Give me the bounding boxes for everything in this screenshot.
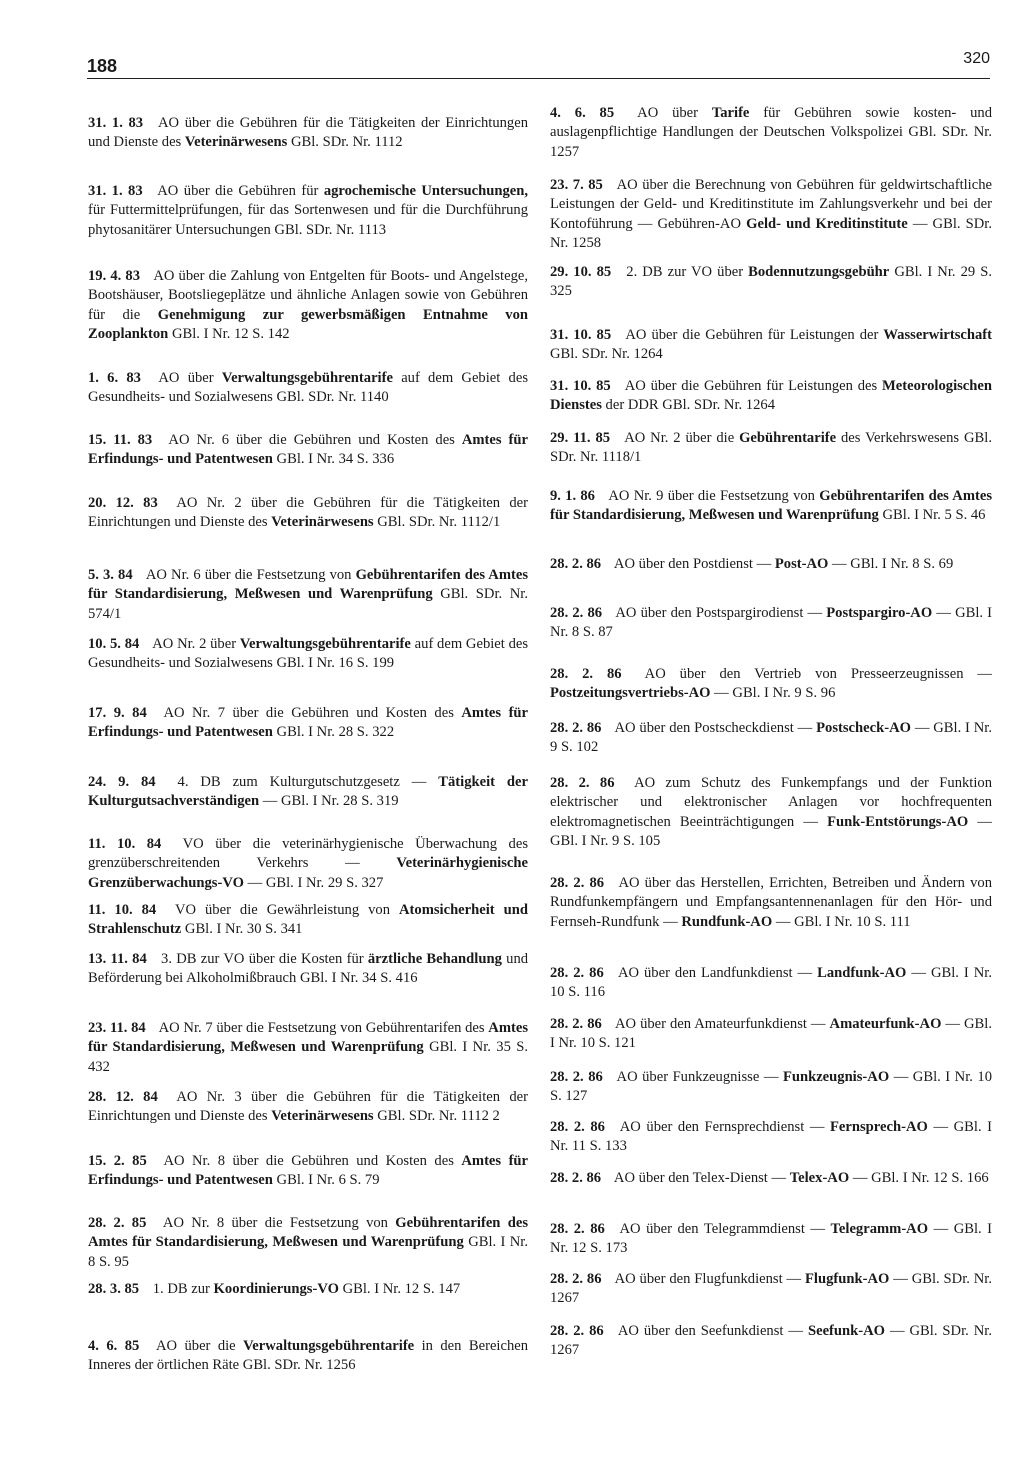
register-entry — [550, 1322, 992, 1361]
entry-title: Seefunk-AO — [807, 1323, 885, 1339]
entry-date: 28. 3. 85 — [88, 1281, 140, 1297]
entry-title: Veterinärwesens — [184, 134, 288, 151]
entry-text: AO Nr. 8 über die Festsetzung von — [162, 1215, 388, 1231]
register-entry — [550, 1015, 992, 1054]
register-entry — [88, 635, 528, 674]
entry-text: 1. DB zur — [152, 1281, 210, 1297]
entry-text: AO über den Amateurfunkdienst — — [614, 1016, 826, 1032]
entry-reference: — GBl. I Nr. 11 S. 133 — [550, 1119, 993, 1155]
entry-reference: — GBl. I Nr. 9 S. 105 — [550, 813, 992, 850]
entry-date: 28. 2. 86 — [550, 605, 603, 621]
entry-text: AO Nr. 6 über die Festsetzung von — [145, 567, 352, 583]
entry-date: 28. 2. 86 — [550, 666, 622, 682]
entry-reference: GBl. I Nr. 8 S. 95 — [88, 1234, 529, 1270]
entry-title: Postzeitungsvertriebs-AO — [550, 685, 711, 702]
register-entry — [88, 267, 528, 345]
entry-reference: auf dem Gebiet des Gesundheits- und Sozialwesens GBl. I Nr. 16 S. 199 — [88, 636, 529, 672]
entry-title: Telegramm-AO — [830, 1221, 929, 1237]
entry-reference: — GBl. I Nr. 12 S. 173 — [550, 1221, 993, 1257]
page-header — [87, 48, 990, 78]
entry-text: AO Nr. 2 über die — [624, 430, 735, 446]
entry-title: Postspargiro-AO — [826, 605, 933, 621]
entry-reference: und Beförderung bei Alkoholmißbrauch GBl. I Nr. 34 S. 416 — [88, 951, 529, 987]
entry-date: 29. 10. 85 — [550, 264, 612, 280]
entry-text: AO über den Telegrammdienst — — [619, 1221, 826, 1237]
entry-date: 23. 11. 84 — [88, 1020, 146, 1036]
entry-date: 10. 5. 84 — [88, 636, 140, 652]
entry-text: AO über — [158, 370, 214, 386]
entry-date: 15. 2. 85 — [88, 1153, 147, 1169]
entry-reference: — GBl. I Nr. 10 S. 116 — [550, 965, 992, 1001]
entry-date: 31. 10. 85 — [550, 327, 612, 343]
entry-title: Meteorologischen Dienstes — [550, 378, 992, 414]
entry-title: Verwaltungsgebührentarife — [239, 636, 411, 652]
entry-text: AO über die — [155, 1338, 236, 1354]
entry-text: AO über die Gebühren für die Tätigkeiten der Einrichtungen und Dienste des — [88, 115, 528, 151]
entry-text: AO über die Gebühren für Leistungen der — [625, 327, 879, 343]
entry-text: AO über — [637, 105, 699, 121]
entry-title: Landfunk-AO — [817, 965, 907, 981]
entry-title: Gebührentarifen des Amtes für Standardisierung, Meßwesen und Warenprüfung — [88, 1215, 528, 1251]
header-rule — [87, 78, 990, 79]
register-entry — [88, 566, 528, 624]
entry-date: 4. 6. 85 — [88, 1338, 140, 1354]
entry-text: AO über den Seefunkdienst — — [617, 1323, 804, 1339]
entry-reference: — GBl. SDr. Nr. 1267 — [550, 1323, 992, 1359]
entry-text: AO Nr. 6 über die Gebühren und Kosten des — [168, 432, 455, 448]
entry-text: AO über den Telex-Dienst — — [613, 1170, 787, 1186]
entry-date: 19. 4. 83 — [88, 268, 141, 284]
entry-title: Amtes für Standardisierung, Meßwesen und Warenprüfung — [88, 1020, 529, 1056]
entry-text: AO Nr. 3 über die Gebühren für die Tätigkeiten der Einrichtungen und Dienste des — [88, 1089, 528, 1125]
register-entry — [88, 704, 528, 743]
entry-title: Fernsprech-AO — [830, 1119, 928, 1135]
entry-reference: — GBl. I Nr. 10 S. 111 — [775, 913, 911, 930]
entry-title: Gebührentarife — [739, 430, 837, 446]
entry-reference: — GBl. SDr. Nr. 1258 — [550, 215, 992, 252]
entry-date: 28. 2. 86 — [550, 720, 602, 736]
entry-text: AO Nr. 9 über die Festsetzung von — [608, 488, 815, 504]
register-entry — [88, 182, 528, 240]
entry-title: Telex-AO — [789, 1170, 850, 1186]
register-entry — [88, 114, 528, 153]
entry-text: AO über den Landfunkdienst — — [617, 965, 813, 981]
entry-date: 5. 3. 84 — [88, 567, 133, 583]
entry-title: Wasserwirtschaft — [883, 327, 992, 343]
entry-title: Post-AO — [774, 556, 829, 572]
register-entry — [550, 429, 992, 468]
entry-text: AO über den Postscheckdienst — — [614, 720, 813, 736]
register-entry — [550, 1270, 992, 1309]
entry-text: AO über den Postdienst — — [613, 556, 772, 572]
register-entry — [550, 774, 992, 852]
entry-text: AO Nr. 8 über die Gebühren und Kosten des — [163, 1153, 454, 1169]
register-entry — [88, 494, 528, 533]
entry-text: 2. DB zur VO über — [626, 264, 744, 280]
register-entry — [550, 487, 992, 526]
entry-date: 11. 10. 84 — [88, 836, 162, 852]
entry-text: 3. DB zur VO über die Kosten für — [161, 951, 364, 967]
entry-date: 28. 12. 84 — [88, 1089, 158, 1105]
entry-title: Tätigkeit der Kulturgutsachverständigen — [88, 774, 528, 810]
entry-date: 31. 1. 83 — [88, 183, 143, 199]
entry-reference: für Futtermittelprüfungen, für das Sortenwesen und für die Durchführung phytosanitärer Untersuchungen GBl. SDr. Nr. 1113 — [88, 202, 528, 238]
entry-title: Veterinärhygienische Grenzüberwachungs-VO — [88, 855, 528, 891]
entry-date: 20. 12. 83 — [88, 495, 158, 511]
entry-text: AO Nr. 7 über die Festsetzung von Gebührentarifen des — [158, 1020, 485, 1036]
entry-date: 17. 9. 84 — [88, 705, 147, 721]
entry-date: 28. 2. 86 — [550, 875, 605, 891]
register-entry — [550, 104, 992, 162]
register-entry — [88, 1337, 528, 1376]
entry-reference: GBl. I Nr. 30 S. 341 — [184, 921, 303, 938]
entry-reference: der DDR GBl. SDr. Nr. 1264 — [605, 397, 775, 414]
entry-date: 28. 2. 86 — [550, 1323, 604, 1339]
entry-text: AO Nr. 2 über — [152, 636, 237, 652]
entry-title: agrochemische Untersuchungen, — [323, 183, 529, 199]
entry-reference: — GBl. I Nr. 12 S. 166 — [852, 1170, 989, 1186]
entry-date: 9. 1. 86 — [550, 488, 595, 504]
register-entry — [88, 1214, 528, 1272]
entry-date: 28. 2. 86 — [550, 1221, 605, 1237]
register-entry — [88, 901, 528, 940]
entry-reference: — GBl. I Nr. 29 S. 327 — [247, 874, 384, 891]
entry-reference: — GBl. I Nr. 10 S. 127 — [550, 1069, 993, 1105]
entry-text: AO über den Postspargirodienst — — [615, 605, 823, 621]
entry-title: Veterinärwesens — [271, 1108, 374, 1125]
entry-reference: — GBl. I Nr. 10 S. 121 — [550, 1016, 992, 1052]
entry-title: ärztliche Behandlung — [367, 951, 502, 967]
register-entry — [88, 431, 528, 470]
entry-text: AO über Funkzeugnisse — — [616, 1069, 779, 1085]
register-entry — [88, 1019, 528, 1077]
entry-reference: GBl. I Nr. 12 S. 142 — [171, 326, 290, 343]
entry-text: AO über die Berechnung von Gebühren für geldwirtschaftliche Leistungen der Geld- und Kreditinstitute im Zahlungsverkehr und bei der Kontoführung — Gebühren-AO — [550, 177, 992, 232]
entry-date: 29. 11. 85 — [550, 430, 611, 446]
register-entry — [550, 1118, 992, 1157]
register-entry — [88, 369, 528, 408]
entry-reference: GBl. I Nr. 5 S. 46 — [882, 507, 986, 524]
entry-date: 28. 2. 86 — [550, 1016, 602, 1032]
entry-title: Geld- und Kreditinstitute — [746, 215, 908, 232]
entry-date: 1. 6. 83 — [88, 370, 141, 386]
entry-reference: GBl. I Nr. 29 S. 325 — [550, 264, 993, 300]
register-entry — [88, 1088, 528, 1127]
entry-title: Verwaltungsgebührentarife — [221, 370, 393, 386]
entry-title: Postscheck-AO — [816, 720, 911, 736]
entry-reference: des Verkehrswesens GBl. SDr. Nr. 1118/1 — [550, 430, 992, 466]
entry-reference: GBl. I Nr. 28 S. 322 — [276, 724, 395, 741]
entry-date: 28. 2. 86 — [550, 965, 604, 981]
entry-reference: GBl. SDr. Nr. 1112 — [290, 134, 403, 151]
register-entry — [88, 1152, 528, 1191]
entry-date: 28. 2. 86 — [550, 775, 615, 791]
register-entry — [550, 263, 992, 302]
entry-title: Gebührentarifen des Amtes für Standardisierung, Meßwesen und Warenprüfung — [88, 567, 529, 603]
entry-title: Funk-Entstörungs-AO — [827, 813, 969, 830]
entry-title: Verwaltungsgebührentarife — [243, 1338, 415, 1354]
register-entry — [550, 326, 992, 365]
register-entry — [550, 604, 992, 643]
register-entry — [88, 773, 528, 812]
entry-title: Veterinärwesens — [271, 514, 374, 531]
entry-text: AO über die Gebühren für Leistungen des — [624, 378, 878, 394]
entry-reference: — GBl. I Nr. 28 S. 319 — [262, 793, 399, 810]
entry-date: 28. 2. 86 — [550, 1170, 602, 1186]
entry-reference: — GBl. I Nr. 8 S. 69 — [832, 556, 954, 572]
entry-reference: — GBl. I Nr. 9 S. 102 — [550, 720, 993, 756]
entry-reference: GBl. I Nr. 35 S. 432 — [88, 1039, 528, 1075]
register-entry — [550, 874, 992, 932]
entry-date: 28. 2. 86 — [550, 1119, 605, 1135]
register-entry — [550, 1220, 992, 1259]
register-entry — [550, 665, 992, 704]
entry-title: Gebührentarifen des Amtes für Standardisierung, Meßwesen und Warenprüfung — [550, 488, 992, 524]
register-entry — [88, 1280, 528, 1299]
entry-reference: — GBl. I Nr. 8 S. 87 — [550, 605, 993, 641]
register-entry — [550, 1068, 992, 1107]
entry-title: Rundfunk-AO — [681, 913, 773, 930]
entry-reference: GBl. SDr. Nr. 1112/1 — [377, 514, 501, 531]
entry-text: VO über die veterinärhygienische Überwachung des grenzüberschreitenden Verkehrs — — [88, 836, 528, 872]
entry-reference: GBl. I Nr. 34 S. 336 — [276, 451, 395, 468]
entry-reference: in den Bereichen Inneres der örtlichen Räte GBl. SDr. Nr. 1256 — [88, 1338, 529, 1374]
entry-title: Amtes für Erfindungs- und Patentwesen — [88, 432, 529, 468]
entry-reference: GBl. SDr. Nr. 1264 — [550, 346, 663, 363]
register-entry — [550, 1169, 992, 1188]
entry-title: Amtes für Erfindungs- und Patentwesen — [88, 1153, 529, 1189]
entry-date: 28. 2. 86 — [550, 1271, 602, 1287]
entry-date: 31. 1. 83 — [88, 115, 144, 131]
entry-title: Genehmigung zur gewerbsmäßigen Entnahme von Zooplankton — [88, 306, 528, 343]
entry-reference: auf dem Gebiet des Gesundheits- und Sozialwesens GBl. SDr. Nr. 1140 — [88, 370, 528, 406]
entry-text: AO zum Schutz des Funkempfangs und der Funktion elektrischer und elektronischer Anlagen vor hochfrequenten elektromagnetischen Beeinträchtigungen — — [550, 775, 992, 830]
entry-date: 28. 2. 85 — [88, 1215, 147, 1231]
entry-reference: — GBl. I Nr. 9 S. 96 — [714, 685, 836, 702]
entry-date: 13. 11. 84 — [88, 951, 147, 967]
entry-title: Bodennutzungsgebühr — [748, 264, 890, 280]
entry-date: 4. 6. 85 — [550, 105, 615, 121]
entry-title: Amtes für Erfindungs- und Patentwesen — [88, 705, 529, 741]
entry-text: VO über die Gewährleistung von — [174, 902, 391, 918]
entry-title: Koordinierungs-VO — [213, 1281, 339, 1297]
entry-title: Tarife — [711, 105, 750, 121]
register-entry — [88, 835, 528, 893]
entry-text: AO über das Herstellen, Errichten, Betreiben und Ändern von Rundfunkempfängern und Empfangsantennenanlagen für den Hör- und Fernseh-Rundfunk — — [550, 875, 992, 930]
entry-text: AO über die Gebühren für — [157, 183, 319, 199]
entry-date: 15. 11. 83 — [88, 432, 153, 448]
entry-reference: GBl. I Nr. 6 S. 79 — [276, 1172, 380, 1189]
entry-text: 4. DB zum Kulturgutschutzgesetz — — [177, 774, 427, 790]
entry-title: Amateurfunk-AO — [829, 1016, 942, 1032]
entry-reference: GBl. SDr. Nr. 574/1 — [88, 586, 529, 622]
entry-date: 23. 7. 85 — [550, 177, 603, 193]
entry-reference: GBl. I Nr. 12 S. 147 — [342, 1281, 461, 1297]
page-number-right: 320 — [963, 50, 990, 67]
entry-date: 11. 10. 84 — [88, 902, 157, 918]
register-entry — [550, 719, 992, 758]
entry-reference: für Gebühren sowie kosten- und auslagenpflichtige Handlungen der Deutschen Volkspolizei GBl. SDr. Nr. 1257 — [550, 105, 992, 160]
register-entry — [550, 176, 992, 254]
entry-date: 24. 9. 84 — [88, 774, 156, 790]
register-entry — [550, 555, 992, 574]
register-entry — [550, 377, 992, 416]
register-entry — [88, 950, 528, 989]
entry-reference: GBl. SDr. Nr. 1112 2 — [377, 1108, 500, 1125]
entry-text: AO über den Flugfunkdienst — — [614, 1271, 802, 1287]
entry-title: Atomsicherheit und Strahlenschutz — [88, 902, 528, 938]
entry-date: 28. 2. 86 — [550, 1069, 603, 1085]
entry-text: AO Nr. 2 über die Gebühren für die Tätigkeiten der Einrichtungen und Dienste des — [88, 495, 528, 531]
entry-text: AO über die Zahlung von Entgelten für Boots- und Angelstege, Bootshäuser, Bootsliegeplätze und ähnliche Anlagen sowie von Gebühren für die — [88, 268, 528, 323]
entry-title: Flugfunk-AO — [805, 1271, 890, 1287]
register-entry — [550, 964, 992, 1003]
entry-text: AO Nr. 7 über die Gebühren und Kosten des — [163, 705, 454, 721]
page-number-left: 188 — [87, 56, 118, 76]
entry-title: Funkzeugnis-AO — [782, 1069, 890, 1085]
entry-date: 31. 10. 85 — [550, 378, 611, 394]
entry-text: AO über den Vertrieb von Presseerzeugnissen — — [644, 666, 993, 682]
entry-date: 28. 2. 86 — [550, 556, 602, 572]
entry-text: AO über den Fernsprechdienst — — [619, 1119, 825, 1135]
entry-reference: — GBl. SDr. Nr. 1267 — [550, 1271, 993, 1307]
